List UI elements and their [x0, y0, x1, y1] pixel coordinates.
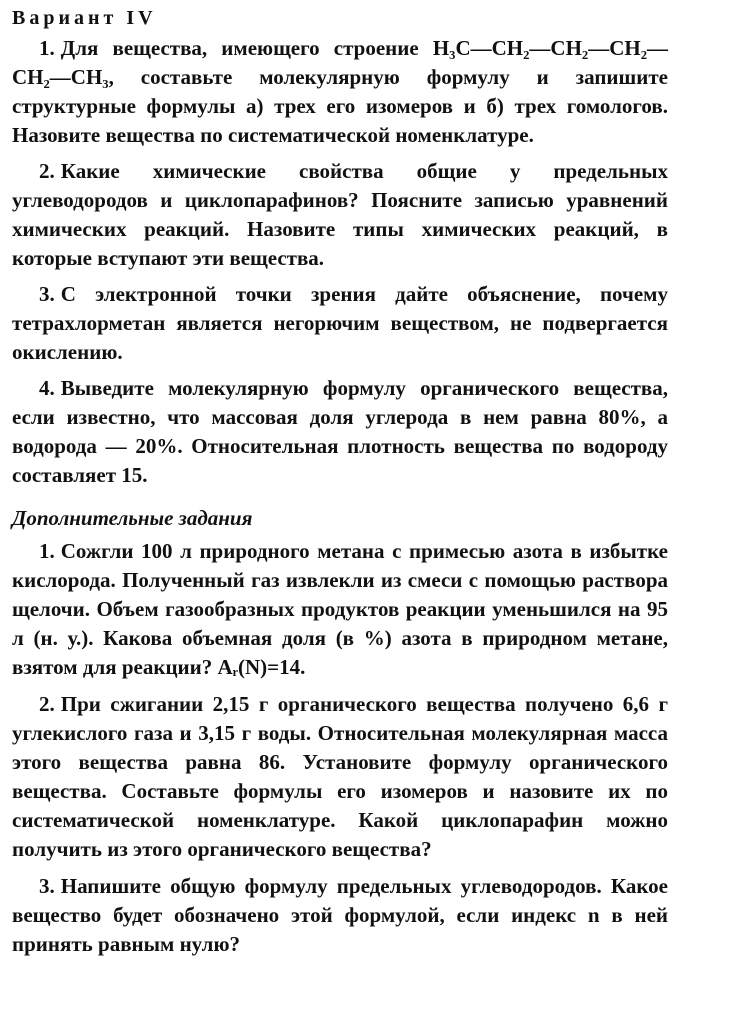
extra-task-item	[12, 690, 668, 864]
task-item	[12, 374, 668, 490]
task-text: При сжигании 2,15 г органического вещества получено 6,6 г углекислого газа и 3,15 г воды. Относительная молекулярная масса этого вещества равна 86. Установите формулу органического вещества. Составьте формулы его изомеров и назовите их по систематической номенклатуре. Какой циклопарафин можно получить из этого органического вещества?	[12, 692, 668, 861]
task-number: 2.	[39, 159, 55, 183]
extra-task-item	[12, 872, 668, 959]
task-text: Напишите общую формулу предельных углеводородов. Какое вещество будет обозначено этой формулой, если индекс n в ней принять равным нулю?	[12, 874, 668, 956]
task-item	[12, 280, 668, 367]
task-text: С электронной точки зрения дайте объяснение, почему тетрахлорметан является негорючим веществом, не подвергается окислению.	[12, 282, 668, 364]
main-task-list	[12, 34, 668, 490]
task-text: Сожгли 100 л природного метана с примесью азота в избытке кислорода. Полученный газ извлекли из смеси с помощью раствора щелочи. Объем газообразных продуктов реакции уменьшился на 95 л (н. у.). Какова объемная доля (в %) азота в природном метане, взятом для реакции? Aᵣ(N)=14.	[12, 539, 668, 679]
task-text: Какие химические свойства общие у предельных углеводородов и циклопарафинов? Поясните записью уравнений химических реакций. Назовите типы химических реакций, в которые вступают эти вещества.	[12, 159, 668, 270]
task-number: 3.	[39, 282, 55, 306]
extra-task-item	[12, 537, 668, 682]
task-number: 2.	[39, 692, 55, 716]
task-text: Выведите молекулярную формулу органического вещества, если известно, что массовая доля углерода в нем равна 80%, а водорода — 20%. Относительная плотность вещества по водороду составляет 15.	[12, 376, 668, 487]
task-number: 4.	[39, 376, 55, 400]
extra-task-list	[12, 537, 668, 959]
task-number: 1.	[39, 539, 55, 563]
task-text: Для вещества, имеющего строение H₃C—CH₂—CH₂—CH₂—CH₂—CH₃, составьте молекулярную формулу и запишите структурные формулы а) трех его изомеров и б) трех гомологов. Назовите вещества по систематической номенклатуре.	[12, 36, 668, 147]
task-item	[12, 157, 668, 273]
variant-title: Вариант IV	[12, 7, 157, 29]
task-number: 1.	[39, 36, 55, 60]
task-item	[12, 34, 668, 150]
document-page	[12, 2, 668, 967]
extra-section-title: Дополнительные задания	[12, 506, 253, 530]
task-number: 3.	[39, 874, 55, 898]
